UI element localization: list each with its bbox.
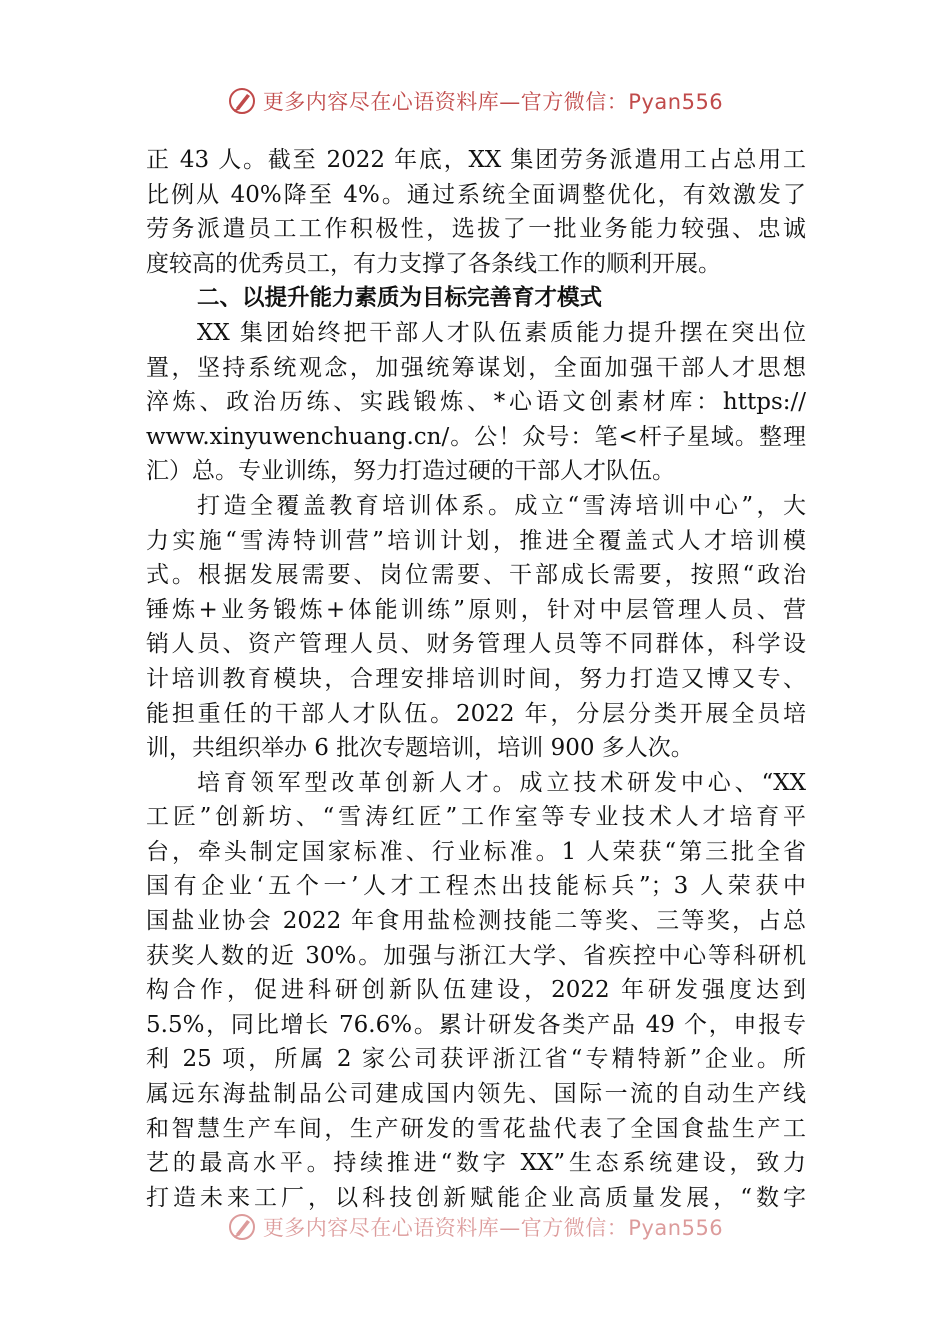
text-line: 销人员、资产管理人员、财务管理人员等不同群体，科学设 — [146, 631, 806, 658]
text-line: 锤炼+业务锻炼+体能训练”原则，针对中层管理人员、营 — [146, 596, 806, 623]
text-line: 能担重任的干部人才队伍。2022 年，分层分类开展全员培 — [146, 700, 806, 727]
text-line: 艺的最高水平。持续推进“数字 XX”生态系统建设，致力 — [146, 1150, 806, 1177]
watermark-footer — [0, 1212, 950, 1247]
text-line: www.xinyuwenchuang.cn/。公！众号：笔<杆子星域。整理 — [146, 423, 806, 450]
text-line: 打造全覆盖教育培训体系。成立“雪涛培训中心”，大 — [197, 492, 806, 519]
text-line: 力实施“雪涛特训营”培训计划，推进全覆盖式人才培训模 — [146, 527, 806, 554]
text-line: 培育领军型改革创新人才。成立技术研发中心、“XX — [197, 769, 806, 796]
text-line: 利 25 项，所属 2 家公司获评浙江省“专精特新”企业。所 — [146, 1046, 806, 1073]
text-line: 5.5%，同比增长 76.6%。累计研发各类产品 49 个，申报专 — [146, 1011, 806, 1038]
document-body — [146, 143, 806, 1215]
text-line: 属远东海盐制品公司建成国内领先、国际一流的自动生产线 — [146, 1081, 806, 1108]
watermark-header — [0, 86, 950, 121]
section-heading: 二、以提升能力素质为目标完善育才模式 — [197, 285, 603, 312]
text-line: 淬炼、政治历练、实践锻炼、*心语文创素材库：https:// — [146, 389, 806, 416]
text-line: 国盐业协会 2022 年食用盐检测技能二等奖、三等奖，占总 — [146, 908, 806, 935]
text-line: 国有企业‘五个一’人才工程杰出技能标兵”；3 人荣获中 — [146, 873, 806, 900]
text-line: 比例从 40%降至 4%。通过系统全面调整优化，有效激发了 — [146, 181, 806, 208]
text-line: 工匠”创新坊、“雪涛红匠”工作室等专业技术人才培育平 — [146, 804, 806, 831]
text-line: 正 43 人。截至 2022 年底，XX 集团劳务派遣用工占总用工 — [146, 147, 806, 173]
text-line: 台，牵头制定国家标准、行业标准。1 人荣获“第三批全省 — [146, 838, 806, 865]
text-line: 计培训教育模块，合理安排培训时间，努力打造又博又专、 — [146, 665, 806, 692]
pen-logo-icon — [227, 1212, 257, 1242]
text-line: 训，共组织举办 6 批次专题培训，培训 900 多人次。 — [146, 735, 694, 762]
text-line: 打造未来工厂，以科技创新赋能企业高质量发展，“数字 — [146, 1184, 806, 1211]
text-line: 和智慧生产车间，生产研发的雪花盐代表了全国食盐生产工 — [146, 1115, 806, 1142]
pen-logo-icon — [227, 86, 257, 116]
text-line: 获奖人数的近 30%。加强与浙江大学、省疾控中心等科研机 — [146, 942, 806, 969]
text-line: 度较高的优秀员工，有力支撑了各条线工作的顺利开展。 — [146, 250, 721, 277]
watermark-text: 更多内容尽在心语资料库—官方微信：Pyan556 — [262, 90, 724, 114]
watermark-text: 更多内容尽在心语资料库—官方微信：Pyan556 — [262, 1216, 724, 1240]
text-line: XX 集团始终把干部人才队伍素质能力提升摆在突出位 — [197, 319, 806, 346]
text-line: 置，坚持系统观念，加强统筹谋划，全面加强干部人才思想 — [146, 354, 806, 381]
text-line: 劳务派遣员工工作积极性，选拔了一批业务能力较强、忠诚 — [146, 216, 806, 243]
text-line: 式。根据发展需要、岗位需要、干部成长需要，按照“政治 — [146, 562, 806, 589]
text-line: 构合作，促进科研创新队伍建设，2022 年研发强度达到 — [146, 977, 806, 1004]
text-line: 汇）总。专业训练，努力打造过硬的干部人才队伍。 — [146, 458, 675, 485]
